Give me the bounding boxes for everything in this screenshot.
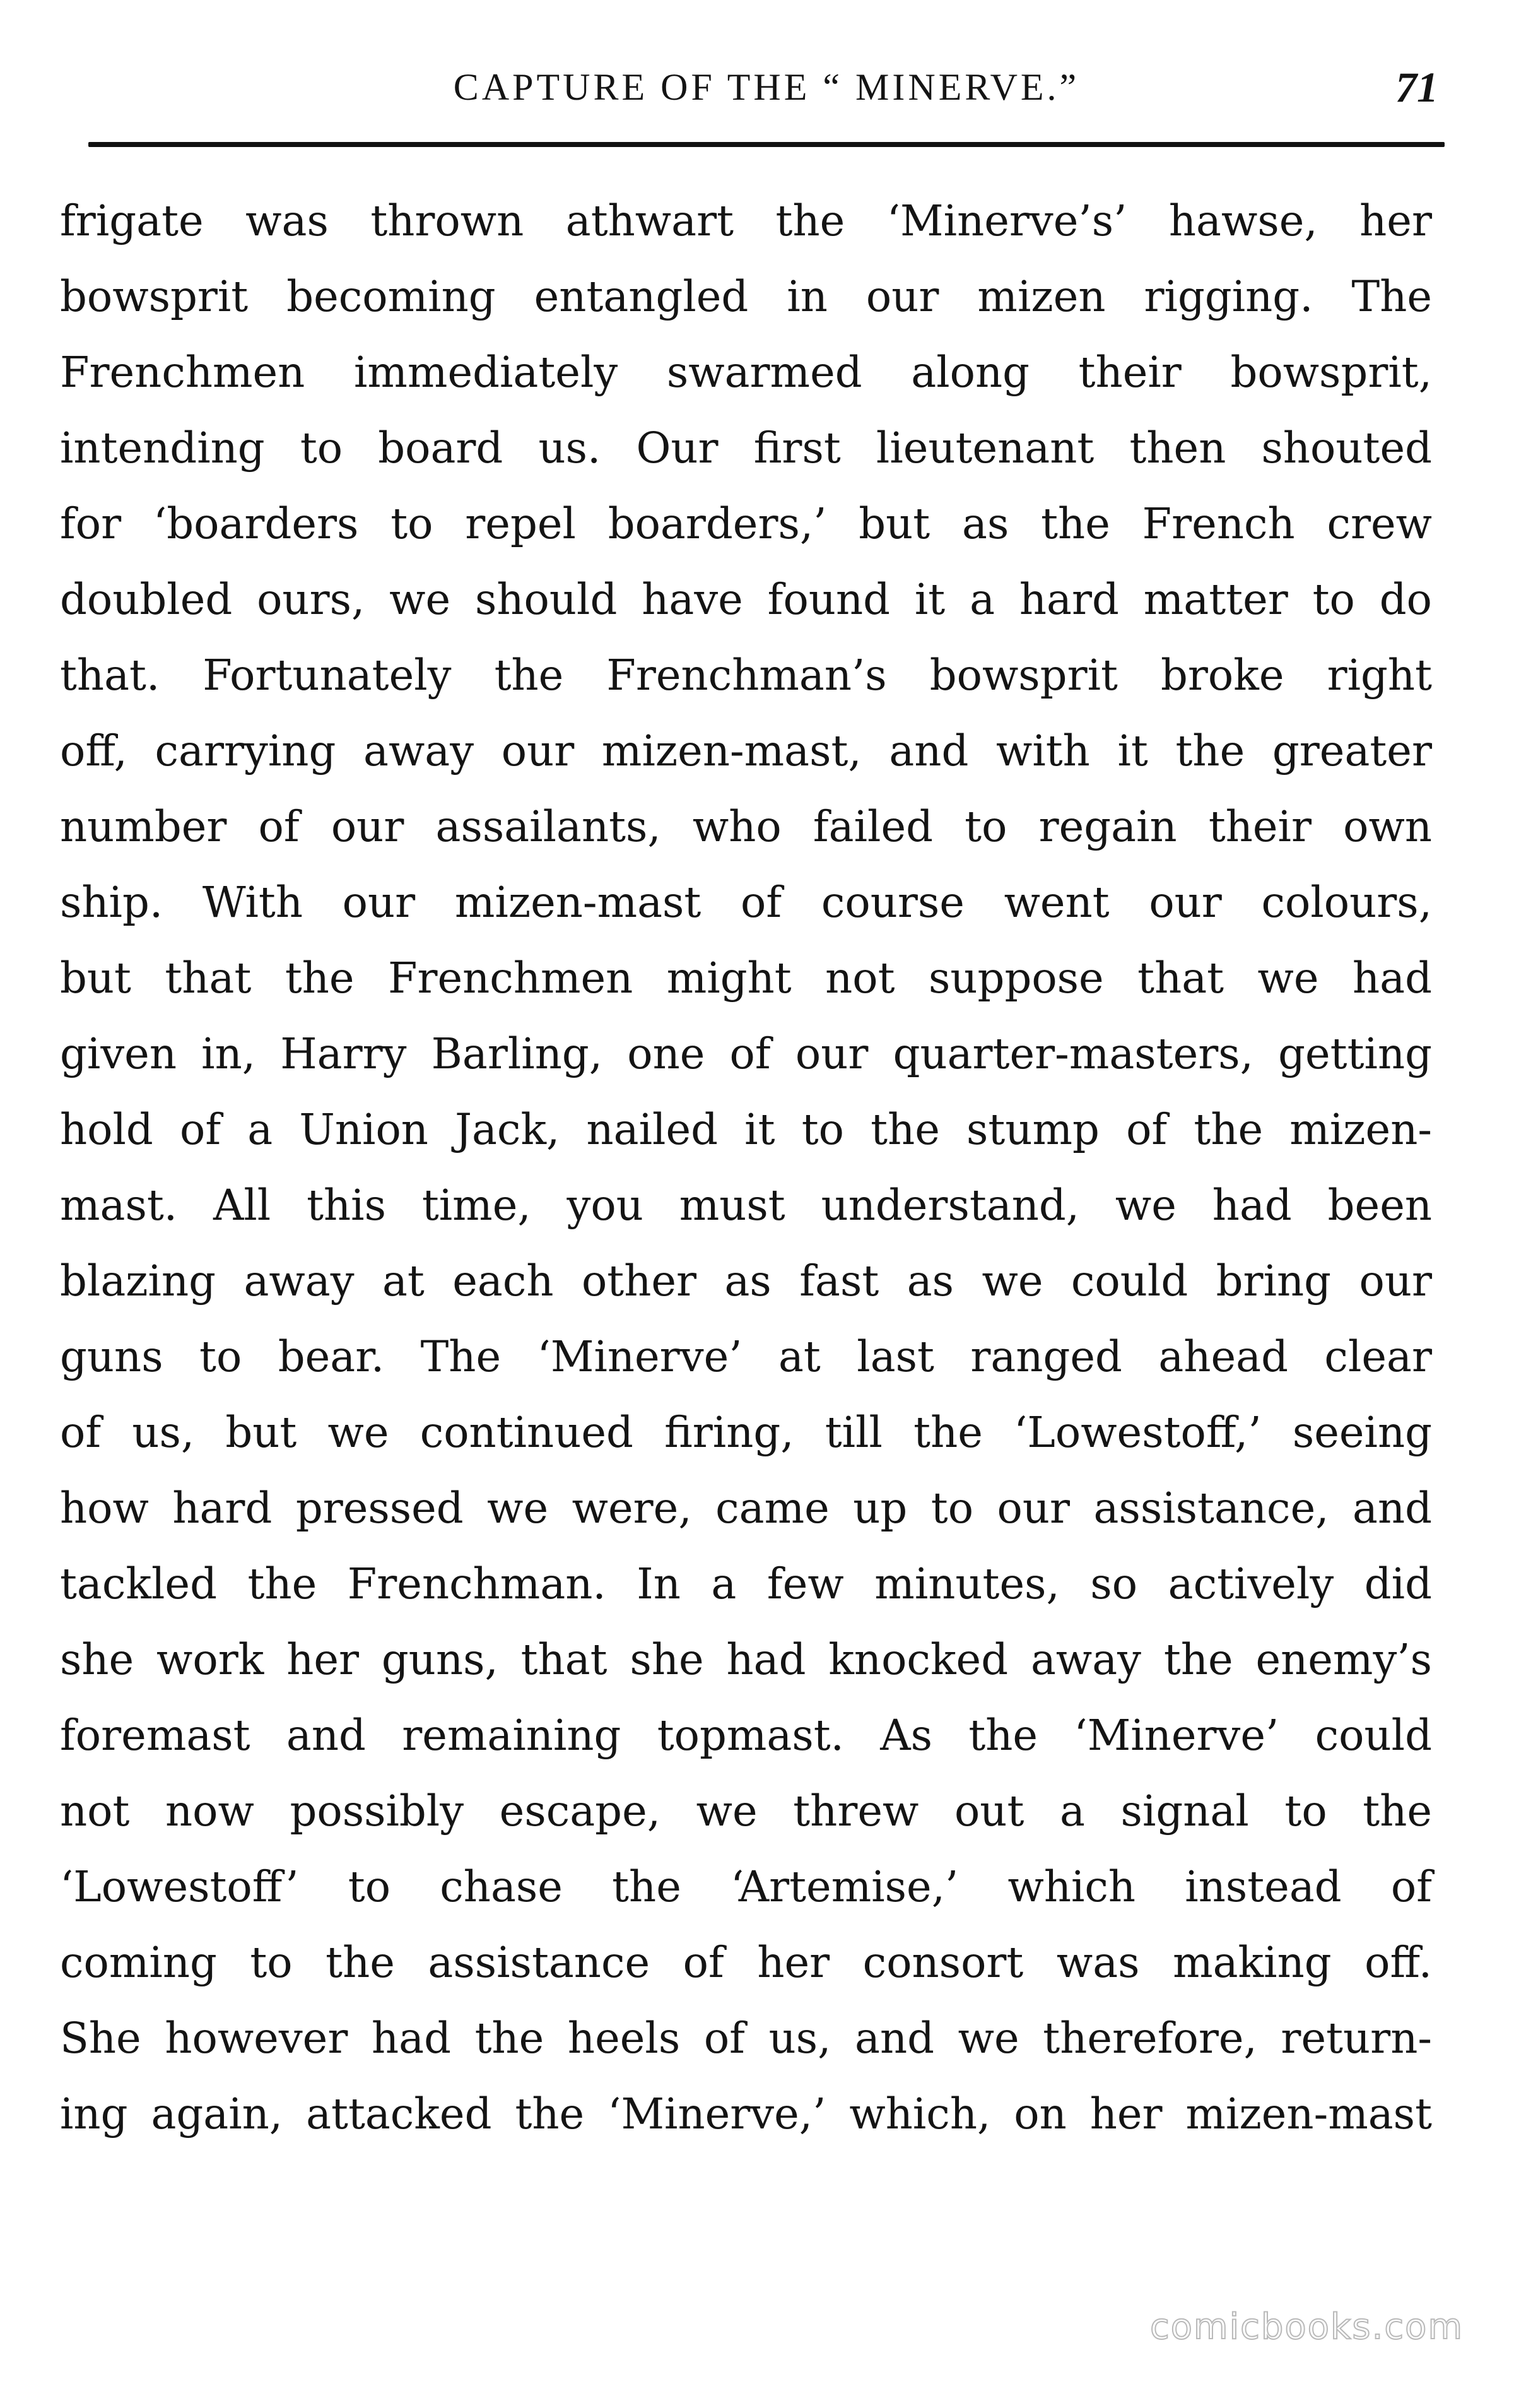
text-line: doubled ours, we should have found it a hard matter to do (60, 575, 1432, 624)
text-line: guns to bear. The ‘Minerve’ at last ranged ahead clear (60, 1332, 1432, 1381)
text-line: mast. All this time, you must understand, we had been (60, 1181, 1432, 1230)
text-line: off, carrying away our mizen-mast, and with it the greater (60, 726, 1432, 776)
text-line: blazing away at each other as fast as we could bring our (60, 1256, 1432, 1306)
text-line: of us, but we continued firing, till the ‘Lowestoff,’ seeing (60, 1408, 1432, 1457)
text-line: given in, Harry Barling, one of our quarter-masters, getting (60, 1029, 1432, 1078)
text-line: intending to board us. Our first lieutenant then shouted (60, 423, 1432, 473)
text-line: ‘Lowestoff’ to chase the ‘Artemise,’ which instead of (60, 1862, 1432, 1911)
text-line: ing again, attacked the ‘Minerve,’ which, on her mizen-mast (60, 2089, 1432, 2139)
header-rule (88, 142, 1445, 147)
text-line: number of our assailants, who failed to regain their own (60, 802, 1432, 851)
text-line: She however had the heels of us, and we therefore, return- (60, 2014, 1432, 2063)
text-line: tackled the Frenchman. In a few minutes, so actively did (60, 1559, 1432, 1608)
watermark: comicbooks.com (1149, 2306, 1464, 2347)
running-title: CAPTURE OF THE “ MINERVE.” (453, 66, 1080, 108)
text-line: ship. With our mizen-mast of course went our colours, (60, 878, 1432, 927)
text-line: not now possibly escape, we threw out a signal to the (60, 1786, 1432, 1836)
text-line: bowsprit becoming entangled in our mizen rigging. The (60, 272, 1432, 321)
page-number: 71 (1395, 63, 1438, 111)
text-line: that. Fortunately the Frenchman’s bowsprit broke right (60, 651, 1432, 700)
text-line: foremast and remaining topmast. As the ‘Minerve’ could (60, 1711, 1432, 1760)
text-line: coming to the assistance of her consort was making off. (60, 1938, 1432, 1987)
text-line: frigate was thrown athwart the ‘Minerve’s’ hawse, her (60, 196, 1432, 245)
body-text (60, 183, 1432, 2152)
text-line: Frenchmen immediately swarmed along their bowsprit, (60, 348, 1432, 397)
text-line: how hard pressed we were, came up to our assistance, and (60, 1484, 1432, 1533)
text-line: hold of a Union Jack, nailed it to the stump of the mizen- (60, 1105, 1432, 1154)
text-line: but that the Frenchmen might not suppose that we had (60, 953, 1432, 1003)
text-line: for ‘boarders to repel boarders,’ but as the French crew (60, 499, 1432, 548)
running-head (95, 62, 1438, 112)
text-line: she work her guns, that she had knocked away the enemy’s (60, 1635, 1432, 1684)
